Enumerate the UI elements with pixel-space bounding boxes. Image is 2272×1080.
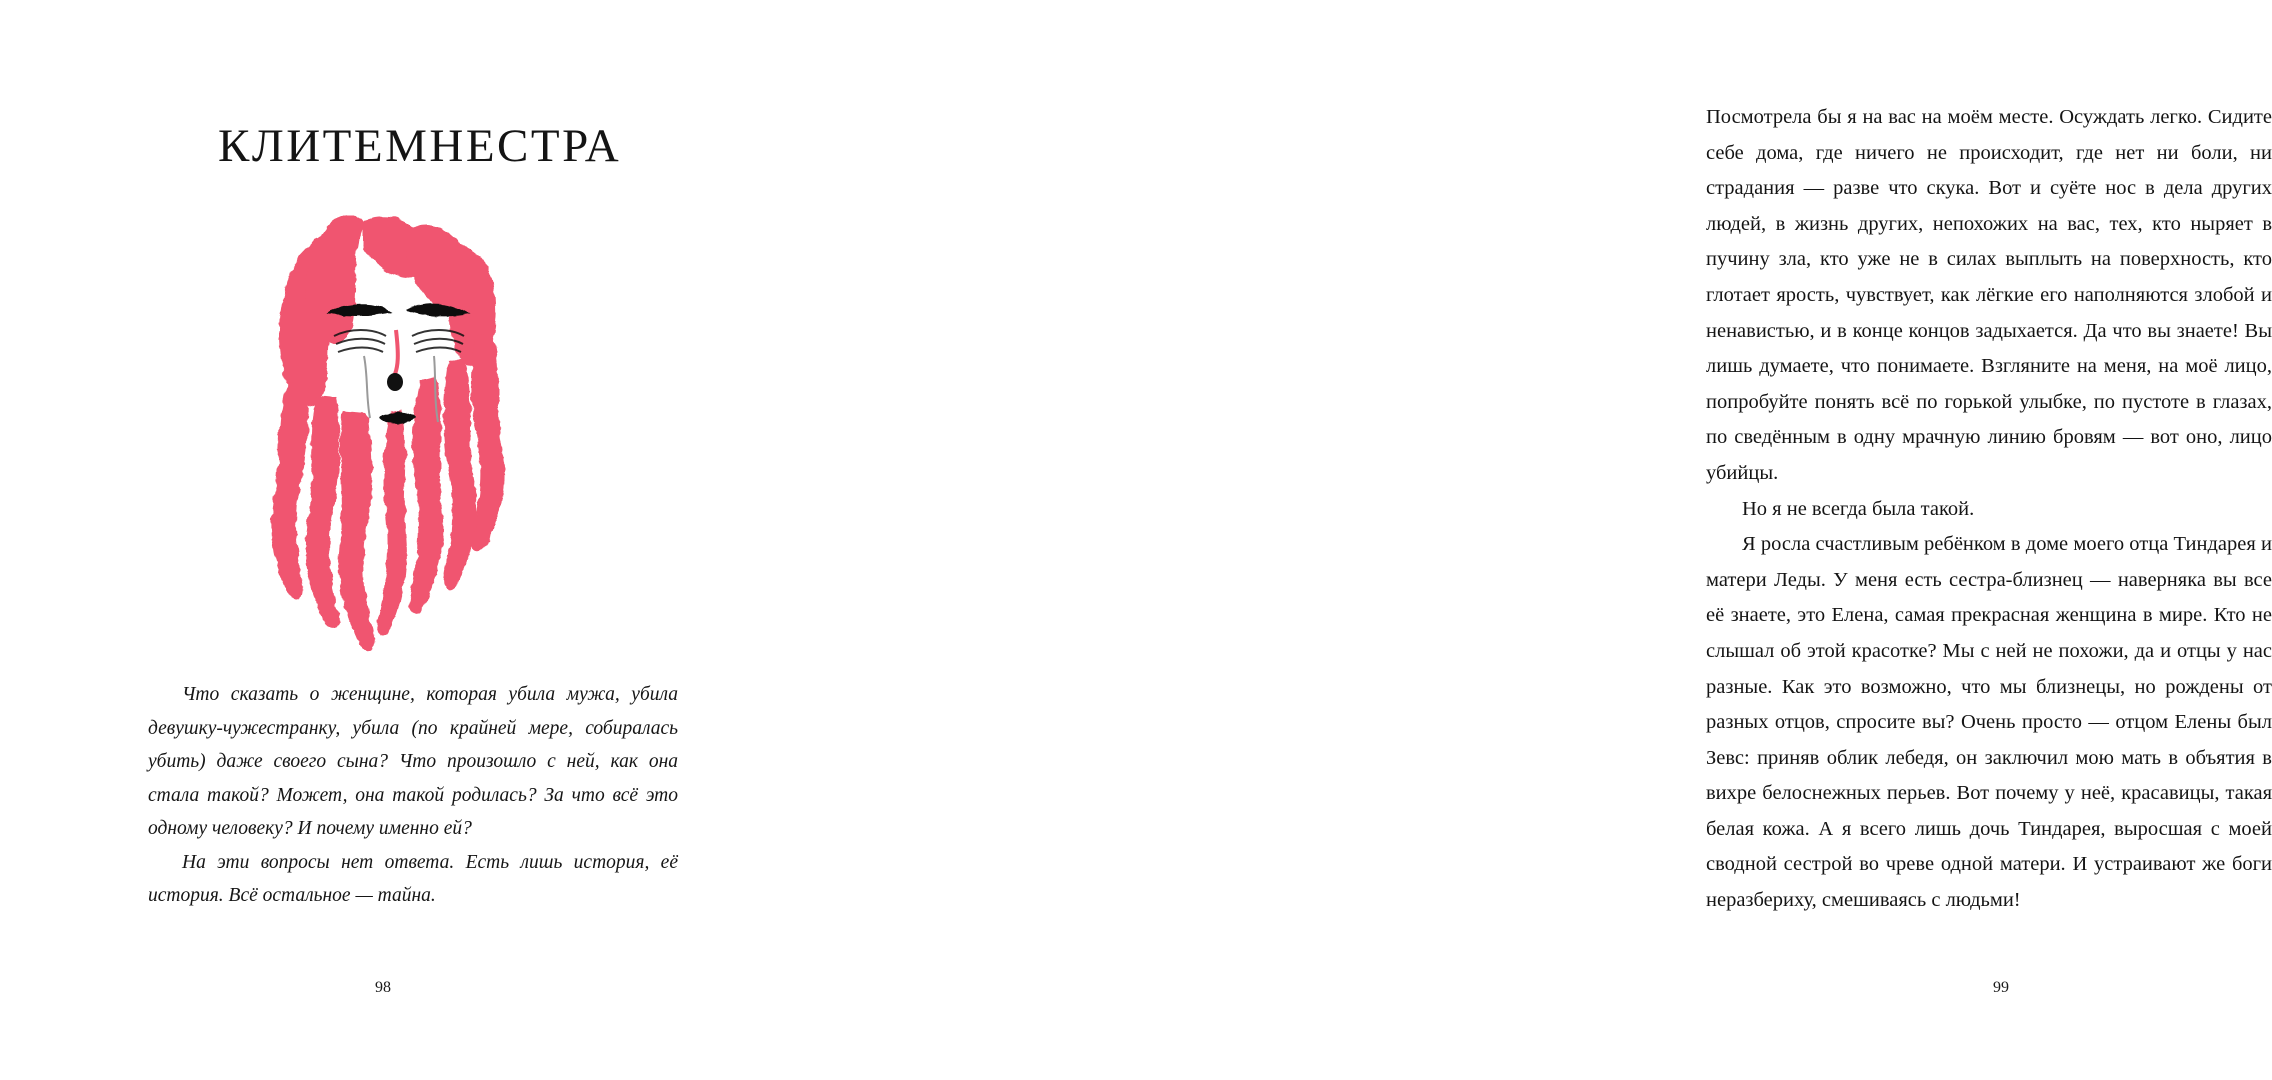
paragraph: Но я не всегда была такой.	[1742, 497, 1975, 520]
klytemnestra-portrait-illustration	[230, 160, 560, 660]
paragraph: Я росла счастливым ребёнком в доме моего отца Тиндарея и матери Леды. У меня есть сестра-близнец — наверняка вы все её знаете, это Елена, самая прекрасная женщина в мире. Кто не слышал об этой красотке? Мы с ней не похожи, да и отцы у нас разные. Как это возможно, что мы близнецы, но рождены от разных отцов, спросите вы? Очень просто — отцом Елены был Зевс: приняв облик лебедя, он заключил мою мать в объятия в вихре белоснежных перьев. Вот почему у неё, красавицы, такая белая кожа. А я всего лишь дочь Тиндарея, выросшая с моей сводной сестрой во чреве одной матери. И устраивают же боги неразбериху, смешиваясь с людьми!	[1706, 533, 2272, 912]
right-page	[807, 0, 2272, 1080]
left-page	[0, 0, 807, 1080]
paragraph: Посмотрела бы я на вас на моём месте. Осуждать легко. Сидите себе дома, где ничего не происходит, где нет ни боли, ни страдания — разве что скука. Вот и суёте нос в дела других людей, в жизнь других, непохожих на вас, тех, кто ныряет в пучину зла, кто уже не в силах выплыть на поверхность, кто глотает ярость, чувствует, как лёгкие его наполняются злобой и ненавистью, и в конце концов задыхается. Да что вы знаете! Вы лишь думаете, что понимаете. Взгляните на меня, на моё лицо, попробуйте понять всё по горькой улыбке, по пустоте в глазах, по сведённым в одну мрачную линию бровям — вот оно, лицо убийцы.	[1706, 106, 2272, 484]
page-title: КЛИТЕМНЕСТРА	[218, 120, 622, 173]
right-page-body	[1706, 100, 2272, 919]
paragraph: Что сказать о женщине, которая убила мужа, убила девушку-чужестранку, убила (по крайней мере, собиралась убить) даже своего сына? Что произошло с ней, как она стала такой? Может, она такой родилась? За что всё это одному человеку? И почему именно ей?	[148, 684, 678, 839]
left-page-body	[148, 678, 678, 913]
page-number-right: 99	[1993, 979, 2009, 996]
page-number-left: 98	[375, 979, 391, 996]
paragraph: На эти вопросы нет ответа. Есть лишь история, её история. Всё остальное — тайна.	[148, 851, 678, 906]
